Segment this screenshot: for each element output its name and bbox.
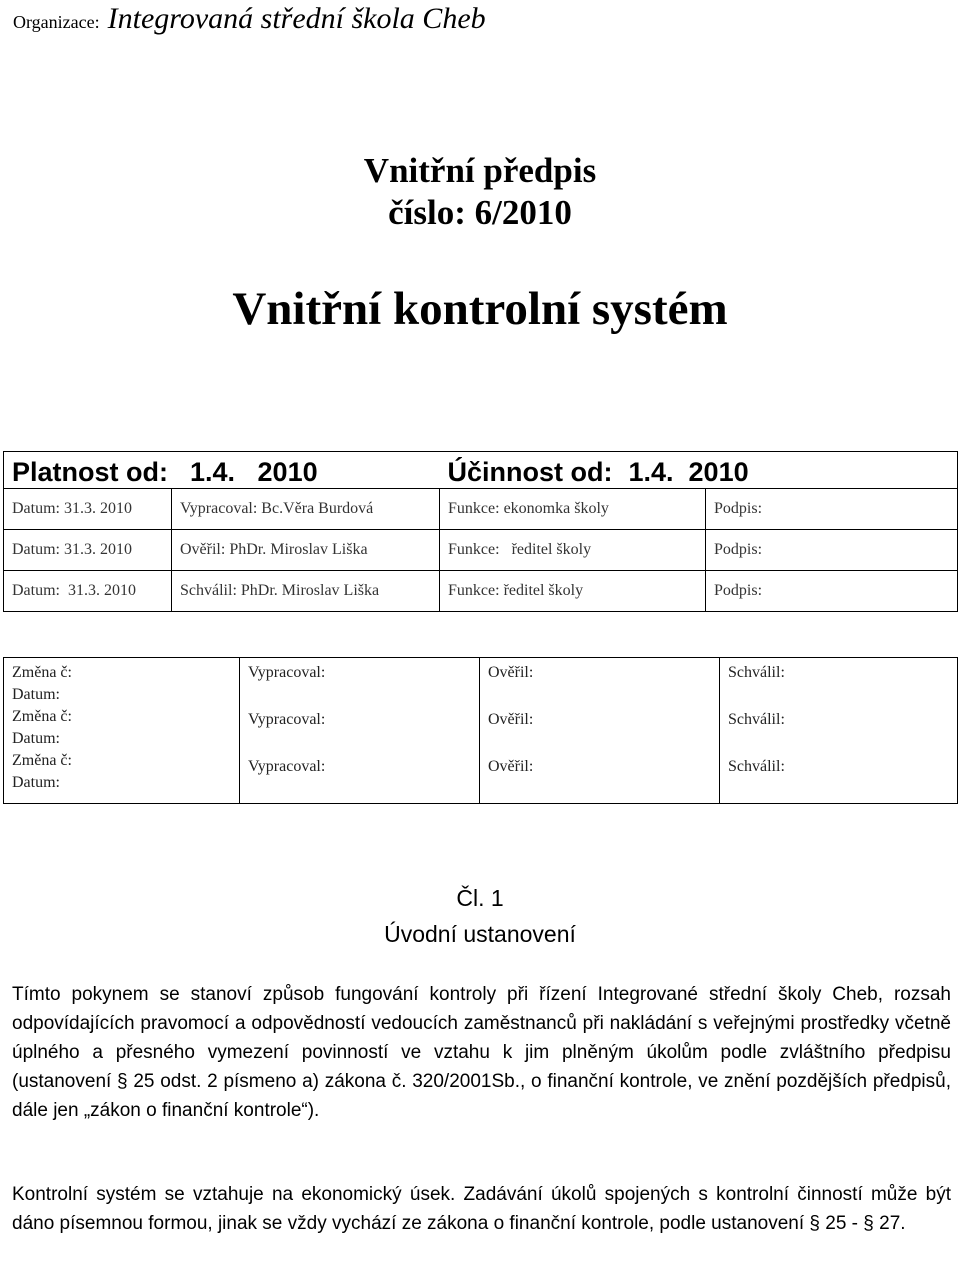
validity-date: 1.4. 2010: [190, 457, 318, 487]
effect-date: 1.4. 2010: [628, 457, 749, 487]
row-person: Vypracoval: Bc.Věra Burdová: [172, 489, 440, 530]
approval-row: [4, 571, 958, 612]
row-funkce: Funkce: ředitel školy: [440, 571, 706, 612]
row-person: Ověřil: PhDr. Miroslav Liška: [172, 530, 440, 571]
row-datum: Datum: 31.3. 2010: [4, 489, 172, 530]
organization-name: Integrovaná střední škola Cheb: [107, 2, 486, 35]
row-podpis: Podpis:: [706, 489, 958, 530]
zmena-label: Změna č:: [12, 752, 72, 769]
vypracoval-label: Vypracoval:: [248, 711, 326, 728]
overil-label: Ověřil:: [488, 711, 534, 728]
title-line-2: číslo: 6/2010: [388, 193, 572, 232]
approval-row: [4, 530, 958, 571]
organization-line: [13, 2, 486, 36]
validity-label: Platnost od:: [12, 457, 168, 487]
schvalil-label: Schválil:: [728, 758, 785, 775]
row-datum: Datum: 31.3. 2010: [4, 571, 172, 612]
row-podpis: Podpis:: [706, 530, 958, 571]
article-paragraph-2: Kontrolní systém se vztahuje na ekonomický úsek. Zadávání úkolů spojených s kontrolní činností může být dáno písemnou formou, jinak se vždy vychází ze zákona o finanční kontrole, podle ustanovení § 25 - § 27.: [12, 1184, 951, 1234]
vypracoval-label: Vypracoval:: [248, 664, 326, 681]
article-paragraph-1: Tímto pokynem se stanoví způsob fungování kontroly při řízení Integrované střední školy Cheb, rozsah odpovídajících pravomocí a odpovědností vedoucích zaměstnanců při nakládání s veřejnými prostředky včetně úplného a přesného vymezení povinností ve vztahu k jim plněným úkolům podle zvláštního předpisu (ustanovení § 25 odst. 2 písmeno a) zákona č. 320/2001Sb., o finanční kontrole, ve znění pozdějších předpisů, dále jen „zákon o finanční kontrole“).: [12, 984, 951, 1121]
effect-label: Účinnost od:: [447, 457, 613, 487]
changes-number-column: [4, 658, 240, 804]
row-podpis: Podpis:: [706, 571, 958, 612]
article-heading: Úvodní ustanovení: [384, 921, 576, 947]
validity-row: [4, 452, 958, 489]
article-header: [0, 880, 960, 952]
datum-label: Datum:: [12, 686, 60, 703]
schvalil-label: Schválil:: [728, 664, 785, 681]
approval-table: [3, 451, 958, 612]
datum-label: Datum:: [12, 774, 60, 791]
zmena-label: Změna č:: [12, 708, 72, 725]
row-funkce: Funkce: ekonomka školy: [440, 489, 706, 530]
changes-vypracoval-column: [240, 658, 480, 804]
row-funkce: Funkce: ředitel školy: [440, 530, 706, 571]
changes-schvalil-column: [720, 658, 958, 804]
overil-label: Ověřil:: [488, 664, 534, 681]
organization-label: Organizace:: [13, 12, 100, 32]
changes-overil-column: [480, 658, 720, 804]
document-main-title: Vnitřní kontrolní systém: [232, 283, 728, 335]
changes-table: [3, 657, 958, 804]
document-type-title: [0, 150, 960, 234]
approval-row: [4, 489, 958, 530]
schvalil-label: Schválil:: [728, 711, 785, 728]
validity-cell: [4, 452, 440, 489]
effect-cell: [440, 452, 958, 489]
title-line-1: Vnitřní předpis: [363, 151, 597, 190]
vypracoval-label: Vypracoval:: [248, 758, 326, 775]
overil-label: Ověřil:: [488, 758, 534, 775]
row-datum: Datum: 31.3. 2010: [4, 530, 172, 571]
row-person: Schválil: PhDr. Miroslav Liška: [172, 571, 440, 612]
datum-label: Datum:: [12, 730, 60, 747]
zmena-label: Změna č:: [12, 664, 72, 681]
changes-row: [4, 658, 958, 804]
article-number: Čl. 1: [456, 885, 504, 911]
